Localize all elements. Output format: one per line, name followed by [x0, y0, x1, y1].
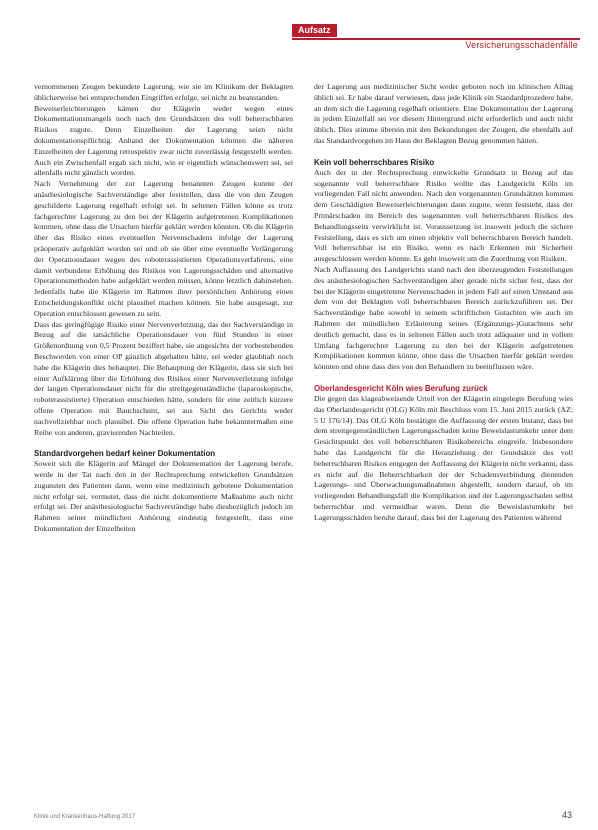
- right-column: [314, 82, 573, 523]
- section-heading: Oberlandesgericht Köln wies Berufung zurück: [314, 383, 488, 393]
- paragraph: Auch der in der Rechtsprechung entwickelte Grundsatz in Bezug auf das sogenannte voll beherrschbare Risiko wollte das Landgericht Köln im vorliegenden Fall nicht anwenden. Nach den vorgenannten Grundsätzen kommen dem Geschädigten Beweiserleichterungen dann zugute, wenn feststeht, dass der Primärschaden im Bereich des sogenannten voll beherrschbaren Risikos des Behandlungsseits verwirklicht ist. Voraussetzung ist insoweit jedoch die sichere Feststellung, dass es sich um einen objektiv voll beherrschbaren Bereich handelt. Voll beherrschbar ist ein Risiko, wenn es nach Erkennen mit Sicherheit ausgeschlossen werden könnte. Es geht insoweit um die Zuordnung von Risiken.: [314, 167, 573, 264]
- left-column: [34, 82, 293, 535]
- page-number: 43: [561, 810, 572, 820]
- footer-journal: Klinik und Krankenhaus-Haftung 2017: [34, 814, 136, 820]
- paragraph: vernommenen Zeugen bekundete Lagerung, wie sie im Klinikum der Beklagten üblicherweise bei entsprechenden Eingriffen erfolge, sei nicht zu beanstanden.: [34, 82, 293, 102]
- rubric-label: Versicherungsschadenfälle: [465, 40, 578, 50]
- paragraph: Dass das geringfügige Risiko einer Nervenverletzung, das der Sachverständige in Bezug auf die tatsächliche Operationsdauer von fünf Stunden in einer Größenordnung von 0,5 Prozent beziffert habe, sie angesichts der vorbestehenden Beschwerden von einer OP gänzlich abgehalten hätte, sei weder glaubhaft noch habe die Klägerin dies behauptet. Die Behauptung der Klägerin, dass sie sich bei einer Aufklärung über die Erhöhung des Risikos einer Nervenverletzung infolge der langen Operationsdauer nicht für die streitgegenständliche (laparoskopische, roboterassistierte) Operation entschieden hätte, sondern für eine zeitlich kürzere offene Operation mit Bauchschnitt, sei aus Sicht des Gerichts weder nachvollziehbar noch plausibel. Die offene Operation habe bekanntermaßen eine Reihe von anderen, gravierenden Nachteilen.: [34, 319, 293, 437]
- section-heading: Kein voll beherrschbares Risiko: [314, 157, 435, 167]
- paragraph: Nach Auffassung des Landgerichts stand nach den überzeugenden Feststellungen des anästhesiologischen Sachverständigen aber gerade nicht sicher fest, dass der bei der Klägerin eingetretene Nervenschaden in jedem Fall auf einen Umstand aus dem von der Beklagten voll beherrschbaren Bereich zurückzuführen sei. Der Sachverständige habe sowohl in seinem schriftlichen Gutachten wie auch im Rahmen der mündlichen Erläuterung seines (Ergänzungs-)Gutachtens sehr deutlich gemacht, dass es in seltenen Fällen auch trotz adäquater und in vollem Umfang fachgerechter Lagerung zu den bei der Klägerin aufgetretenen Komplikationen kommen könne, ohne dass die Ursachen hierfür geklärt werden könnten und ohne dass dies von den Behandlern zu beeinflussen wäre.: [314, 264, 573, 372]
- paragraph: Die gegen das klageabweisende Urteil von der Klägerin eingelegte Berufung wies das Oberlandesgericht (OLG) Köln mit Beschluss vom 15. Juni 2015 zurück (AZ: 5 U 176/14). Das OLG Köln bestätigte die Auffassung der ersten Instanz, dass bei dem streitgegenständlichen Lagerungsschaden keine Beweislastumkehr unter dem Gesichtspunkt des voll beherrschbaren Risikobereichs eingreife. Insbesondere habe das Landgericht für die Heranziehung der Grundsätze des voll beherrschbaren Risikos entgegen der Auffassung der Klägerin nicht verkannt, dass es nicht auf die Beherrschbarkeit der der Schadensverbindung dienenden Lagerungs- und Überwachungsmaßnahmen abgestellt, sondern darauf, ob im vorliegenden Behandlungsfall die Komplikation und der Lagerungsschaden selbst beherrschbar und vermeidbar waren. Denn die Beweislastumkehr bei Lagerungsschäden beruhe darauf, dass bei der Lagerung des Patienten während: [314, 393, 573, 522]
- paragraph: Nach Vernehmung der zur Lagerung benannten Zeugen konnte der anästhesiologische Sachverständige aber feststellen, dass die von den Zeugen geschilderte Lagerung regelhaft erfolgt sei. In seltenen Fällen könne es trotz fachgerechter Lagerung zu den bei der Klägerin aufgetretenen Komplikationen kommen, ohne dass die Ursachen hierfür geklärt werden könnten. Ob die Klägerin über das Risiko eines eventuellen Nervenschadens infolge der Lagerung präoperativ aufgeklärt worden sei und ob sie über eine eventuelle Verlängerung der Operationsdauer wegen des roboterassistierten Operationsverfahrens, eine damit verbundene Erhöhung des Risikos von Lagerungsschäden und alternative Operationsmethoden habe aufgeklärt werden müssen, könne letztlich dahinstehen. Jedenfalls habe die Klägerin im Rahmen ihrer persönlichen Anhörung einen Entscheidungskonflikt nicht plausibel machen können. Sie habe ausgesagt, zur Operation entschlossen gewesen zu sein.: [34, 179, 293, 318]
- section-tag: Aufsatz: [292, 24, 337, 37]
- page-header: [0, 0, 598, 50]
- paragraph: Beweiserleichterungen kämen der Klägerin weder wegen eines Dokumentationsmangels noch nach den Grundsätzen des voll beherrschbaren Risikos zugute. Denn Einzelheiten der Lagerung seien nicht dokumentationspflichtig. Anhand der Dokumentation könnten die näheren Einzelheiten der Lagerung retrospektiv zwar nicht zuverlässig festgestellt werden. Auch ein Zwischenfall ergab sich nicht, wie er eigentlich wünschenswert sei, sei allenfalls nicht gänzlich worden.: [34, 103, 293, 178]
- paragraph: Soweit sich die Klägerin auf Mängel der Dokumentation der Lagerung berufe, werde in der Tat nach den in der Rechtsprechung entwickelten Grundsätzen zugunsten des Patienten dann, wenn eine medizinisch gebotene Dokumentation nicht erfolgt sei, vermutet, dass die nicht dokumentierte Maßnahme auch nicht erfolgt sei. Der anästhesiologische Sachverständige habe diesbezüglich jedoch im Rahmen seiner mündlichen Anhörung eindeutig festgestellt, dass eine Dokumentation der Einzelheiten: [34, 459, 293, 534]
- section-heading: Standardvorgehen bedarf keiner Dokumentation: [34, 449, 216, 459]
- paragraph: der Lagerung aus medizinischer Sicht weder geboten noch im klinischen Alltag üblich sei. Er habe darauf verwiesen, dass jede Klinik ein Standardprozedere habe, an dem sich die Lagerung regelhaft orientiere. Eine Dokumentation der Lagerung in jedem Einzelfall sei vor diesem Hintergrund nicht erforderlich und auch nicht üblich. Dies stimme überein mit den Bekundungen der Zeugen, die ebenfalls auf das Standardvorgehen im Haus der Beklagten Bezug genommen hätten.: [314, 82, 573, 145]
